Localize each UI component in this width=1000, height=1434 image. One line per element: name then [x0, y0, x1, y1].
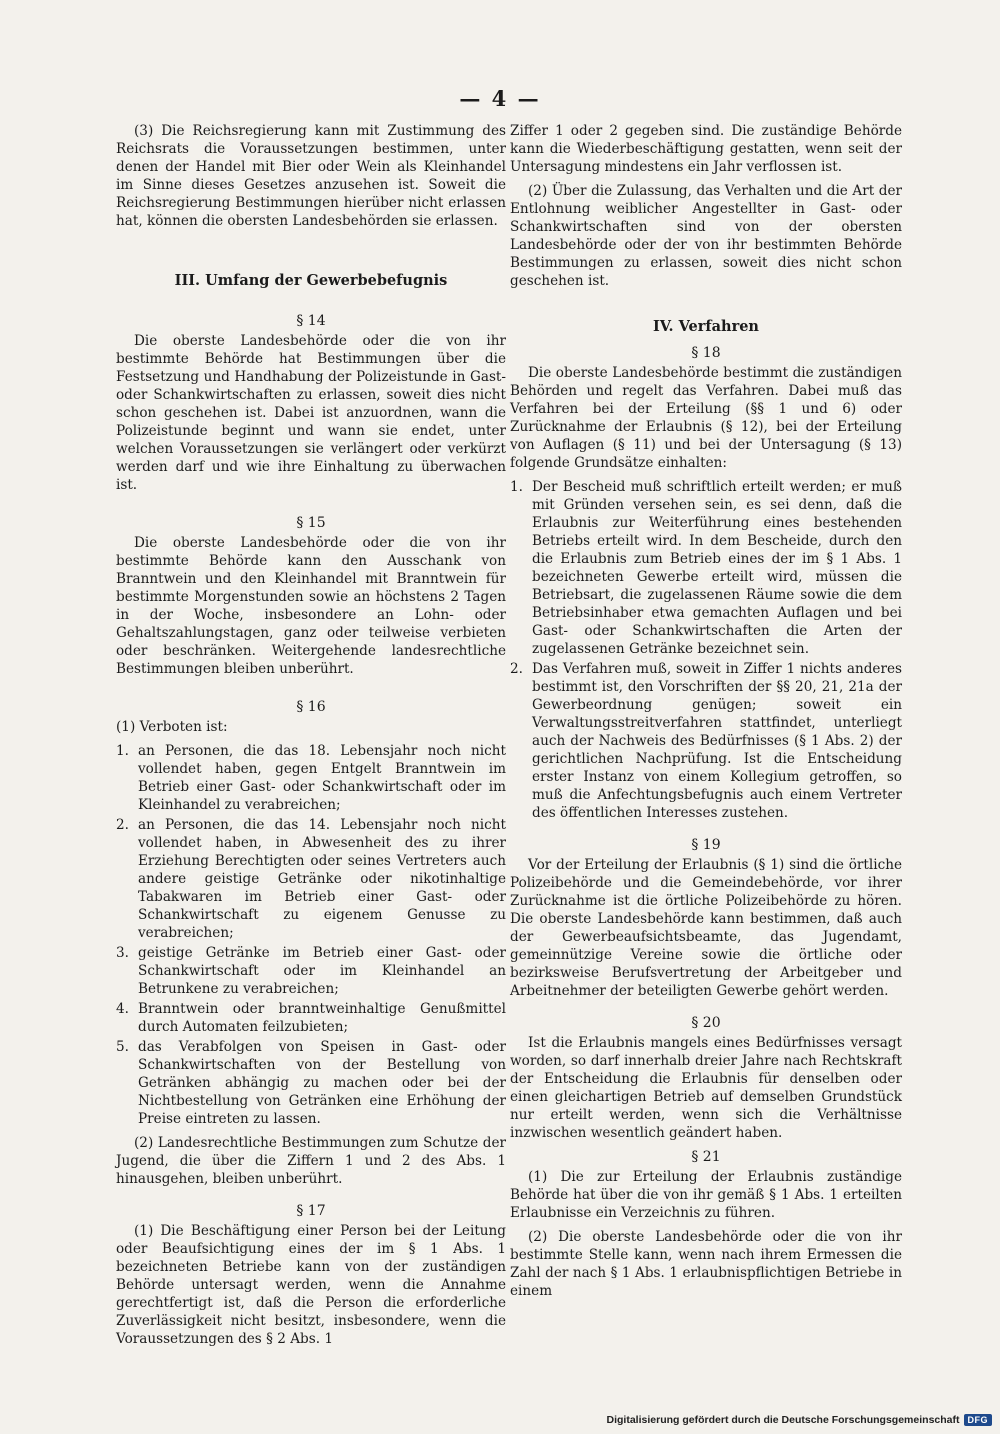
section-20-text: Ist die Erlaubnis mangels eines Bedürfnisses versagt worden, so darf innerhalb dreier Jahre nach Rechtskraft der Entscheidung die Erlaubnis für denselben oder einen gleichartigen Betrieb auf demselben Grundstück nur erteilt werden, wenn sich die Verhältnisse inzwischen wesentlich geändert haben.: [510, 1035, 902, 1141]
left-column: [116, 122, 506, 1354]
page-number: — 4 —: [459, 86, 541, 111]
footer-credit: [607, 1414, 992, 1426]
section-number-16: § 16: [296, 699, 326, 715]
section-heading-iv: IV. Verfahren: [653, 318, 759, 335]
right-column: [510, 122, 902, 1306]
section-21-abs1: (1) Die zur Erteilung der Erlaubnis zuständige Behörde hat über die von ihr gemäß § 1 Abs. 1 erteilten Erlaubnisse ein Verzeichnis zu führen.: [510, 1169, 902, 1221]
list-item: 1. an Personen, die das 18. Lebensjahr noch nicht vollendet haben, gegen Entgelt Branntwein im Betrieb einer Gast- oder Schankwirtschaft oder im Kleinhandel zu verabreichen;: [116, 743, 506, 813]
section-number-18: § 18: [691, 345, 721, 361]
section-15-text: Die oberste Landesbehörde oder die von ihr bestimmte Behörde kann den Ausschank von Branntwein und den Kleinhandel mit Branntwein für bestimmte Morgenstunden sowie an höchstens 2 Tagen in der Woche, insbesondere an Lohn- oder Gehaltszahlungstagen, ganz oder teilweise verbieten oder beschränken. Weitergehende landesrechtliche Bestimmungen bleiben unberührt.: [116, 535, 506, 677]
dfg-logo-icon: DFG: [964, 1414, 993, 1426]
list-item: 2. an Personen, die das 14. Lebensjahr noch nicht vollendet haben, in Abwesenheit des zu ihrer Erziehung Berechtigten oder seines Vertreters auch andere geistige Getränke oder nikotinhaltige Tabakwaren im Betrieb einer Gast- oder Schankwirtschaft zu eigenem Genusse zu verabreichen;: [116, 817, 506, 941]
section-21-abs2: (2) Die oberste Landesbehörde oder die von ihr bestimmte Stelle kann, wenn nach ihrem Ermessen die Zahl der nach § 1 Abs. 1 erlaubnispflichtigen Betriebe in einem: [510, 1229, 902, 1299]
section-number-20: § 20: [691, 1015, 721, 1031]
list-item: 2. Das Verfahren muß, soweit in Ziffer 1 nichts anderes bestimmt ist, den Vorschriften der §§ 20, 21, 21a der Gewerbeordnung genügen; soweit ein Verwaltungsstreitverfahren stattfindet, unterliegt auch der Nachweis des Bedürfnisses (§ 1 Abs. 2) der gerichtlichen Nachprüfung. Ist die Entscheidung erster Instanz von einem Kollegium getroffen, so muß die Anfechtungsbefugnis auch einem Vertreter des öffentlichen Interesses zustehen.: [510, 661, 902, 821]
section-16-intro: (1) Verboten ist:: [116, 719, 228, 735]
section-number-15: § 15: [296, 515, 326, 531]
section-18-list: [510, 478, 902, 822]
paragraph-reichsregierung: (3) Die Reichsregierung kann mit Zustimmung des Reichsrats die Voraussetzungen bestimmen, unter denen der Handel mit Bier oder Wein als Kleinhandel im Sinne dieses Gesetzes anzusehen ist. Soweit die Reichsregierung Bestimmungen hierüber nicht erlassen hat, können die obersten Landesbehörden sie erlassen.: [116, 123, 506, 229]
section-18-text: Die oberste Landesbehörde bestimmt die zuständigen Behörden und regelt das Verfahren. Dabei muß das Verfahren bei der Erteilung (§§ 1 und 6) oder Zurücknahme der Erlaubnis (§ 12), bei der Erteilung von Auflagen (§ 11) und bei der Untersagung (§ 13) folgende Grundsätze einhalten:: [510, 365, 902, 471]
section-16-abs2: (2) Landesrechtliche Bestimmungen zum Schutze der Jugend, die über die Ziffern 1 und 2 des Abs. 1 hinausgehen, bleiben unberührt.: [116, 1135, 506, 1187]
section-17-abs2: (2) Über die Zulassung, das Verhalten und die Art der Entlohnung weiblicher Angestellter in Gast- oder Schankwirtschaften sind von der obersten Landesbehörde oder der von ihr bestimmten Behörde Bestimmungen zu erlassen, soweit dies nicht schon geschehen ist.: [510, 183, 902, 289]
section-14-text: Die oberste Landesbehörde oder die von ihr bestimmte Behörde hat Bestimmungen über die Festsetzung und Handhabung der Polizeistunde in Gast- oder Schankwirtschaften zu erlassen, soweit dies nicht schon geschehen ist. Dabei ist anzuordnen, wann die Polizeistunde beginnt und wann sie endet, unter welchen Voraussetzungen sie verlängert oder verkürzt werden darf und wie ihre Einhaltung zu überwachen ist.: [116, 333, 506, 493]
list-item: 1. Der Bescheid muß schriftlich erteilt werden; er muß mit Gründen versehen sein, es sei denn, daß die Erlaubnis zur Weiterführung eines bestehenden Betriebs erteilt wird. In dem Bescheide, durch den die Erlaubnis zum Betrieb eines der im § 1 Abs. 1 bezeichneten Gewerbe erteilt wird, müssen die Betriebsart, die zugelassenen Räume sowie die dem Betriebsinhaber etwa gemachten Auflagen und bei Gast- oder Schankwirtschaften die Arten der zugelassenen Getränke bezeichnet sein.: [510, 479, 902, 657]
section-number-19: § 19: [691, 837, 721, 853]
footer-text: Digitalisierung gefördert durch die Deutsche Forschungsgemeinschaft: [606, 1414, 960, 1426]
section-16-list: [116, 742, 506, 1128]
list-item: 3. geistige Getränke im Betrieb einer Gast- oder Schankwirtschaft oder im Kleinhandel an Betrunkene zu verabreichen;: [116, 945, 506, 997]
section-number-17: § 17: [296, 1203, 326, 1219]
section-heading-iii: III. Umfang der Gewerbebefugnis: [174, 272, 448, 289]
section-17-text: (1) Die Beschäftigung einer Person bei der Leitung oder Beaufsichtigung eines der im § 1 Abs. 1 bezeichneten Betriebe kann von der zuständigen Behörde untersagt werden, wenn die Annahme gerechtfertigt ist, daß die Person die erforderliche Zuverlässigkeit nicht besitzt, insbesondere, wenn die Voraussetzungen des § 2 Abs. 1: [116, 1223, 506, 1347]
section-19-text: Vor der Erteilung der Erlaubnis (§ 1) sind die örtliche Polizeibehörde und die Gemeindebehörde, vor ihrer Zurücknahme ist die örtliche Polizeibehörde zu hören. Die oberste Landesbehörde kann bestimmen, daß auch der Gewerbeaufsichtsbeamte, das Jugendamt, gemeinnützige Vereine sowie die örtliche oder bezirksweise Berufsvertretung der Arbeitgeber und Arbeitnehmer der beteiligten Gewerbe gehört werden.: [510, 857, 902, 999]
section-17-continuation: Ziffer 1 oder 2 gegeben sind. Die zuständige Behörde kann die Wiederbeschäftigung gestatten, wenn seit der Untersagung mindestens ein Jahr verflossen ist.: [510, 123, 902, 175]
section-number-14: § 14: [296, 313, 326, 329]
list-item: 4. Branntwein oder branntweinhaltige Genußmittel durch Automaten feilzubieten;: [116, 1001, 506, 1035]
list-item: 5. das Verabfolgen von Speisen in Gast- oder Schankwirtschaften von der Bestellung von Getränken abhängig zu machen oder bei der Nichtbestellung von Getränken eine Erhöhung der Preise eintreten zu lassen.: [116, 1039, 506, 1127]
section-number-21: § 21: [691, 1149, 721, 1165]
